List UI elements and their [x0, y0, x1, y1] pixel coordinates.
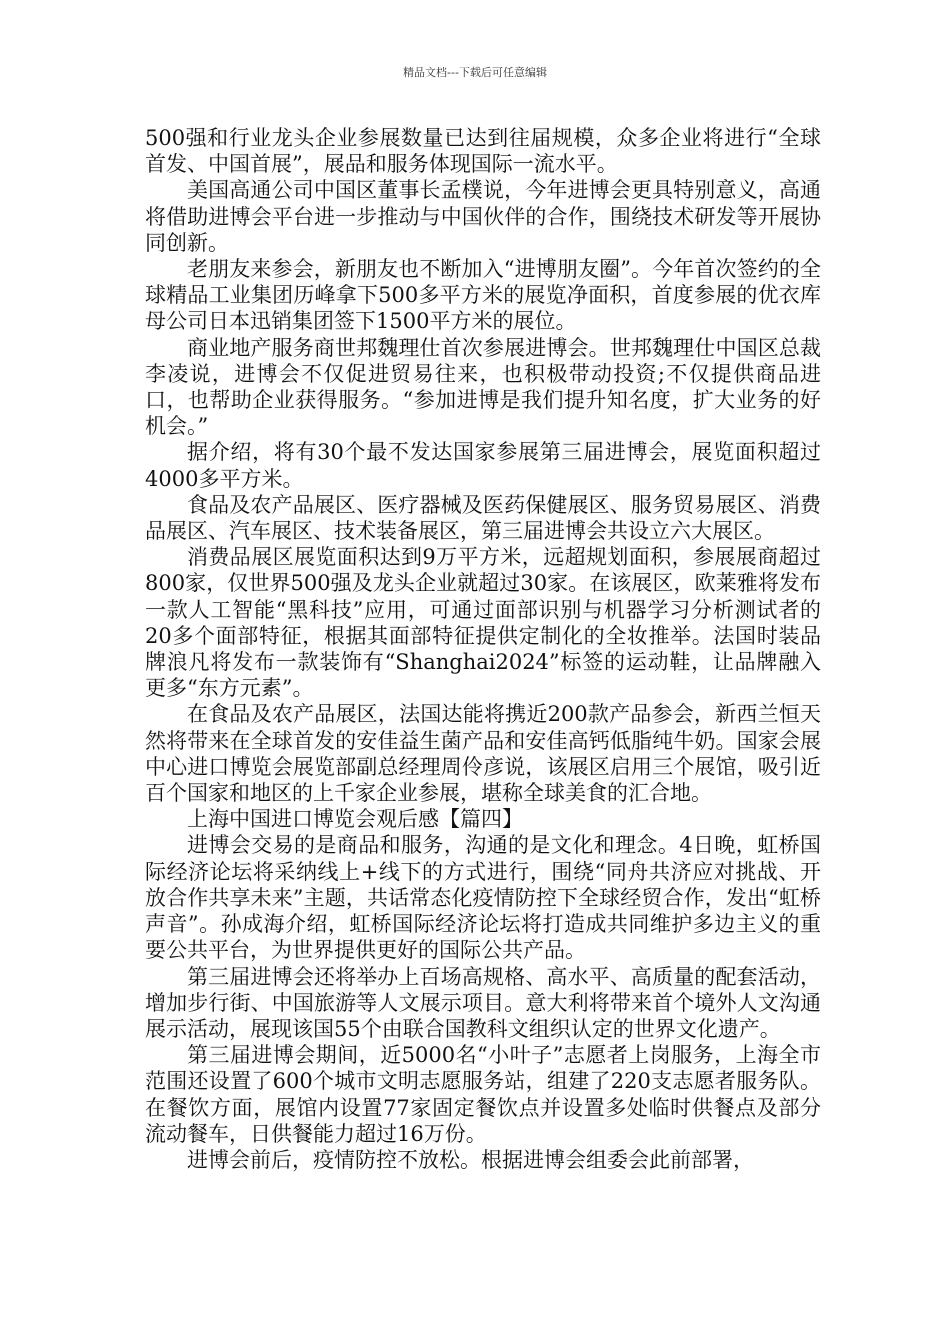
paragraph: 进博会前后，疫情防控不放松。根据进博会组委会此前部署，: [187, 1147, 754, 1172]
paragraph: 商业地产服务商世邦魏理仕首次参展进博会。世邦魏理仕中国区总裁李凌说，进博会不仅促进贸易往来，也积极带动投资;不仅提供商品进口，也帮助企业获得服务。“参加进博是我们提升知名度，扩大业务的好机会。”: [145, 335, 821, 439]
document-body: [145, 125, 821, 1173]
paragraph-continued: 500强和行业龙头企业参展数量已达到往届规模，众多企业将进行“全球首发、中国首展”，展品和服务体现国际一流水平。: [145, 126, 821, 177]
paragraph: 在食品及农产品展区，法国达能将携近200款产品参会，新西兰恒天然将带来在全球首发的安佳益生菌产品和安佳高钙低脂纯牛奶。国家会展中心进口博览会展览部副总经理周伶彦说，该展区启用三个展馆，吸引近百个国家和地区的上千家企业参展，堪称全球美食的汇合地。: [145, 702, 821, 806]
paragraph: 第三届进博会期间，近5000名“小叶子”志愿者上岗服务，上海全市范围还设置了600个城市文明志愿服务站，组建了220支志愿者服务队。在餐饮方面，展馆内设置77家固定餐饮点并设置多处临时供餐点及部分流动餐车，日供餐能力超过16万份。: [145, 1043, 821, 1146]
paragraph: 老朋友来参会，新朋友也不断加入“进博朋友圈”。今年首次签约的全球精品工业集团历峰拿下500多平方米的展览净面积，首度参展的优衣库母公司日本迅销集团签下1500平方米的展位。: [145, 257, 821, 334]
page-header: 精品文档---下载后可任意编辑: [403, 66, 547, 79]
paragraph: 消费品展区展览面积达到9万平方米，远超规划面积，参展展商超过800家，仅世界500强及龙头企业就超过30家。在该展区，欧莱雅将发布一款人工智能“黑科技”应用，可通过面部识别与机器学习分析测试者的20多个面部特征，根据其面部特征提供定制化的全妆推举。法国时装品牌浪凡将发布一款装饰有“Shanghai2024”标签的运动鞋，让品牌融入更多“东方元素”。: [145, 545, 821, 701]
paragraph: 第三届进博会还将举办上百场高规格、高水平、高质量的配套活动，增加步行街、中国旅游等人文展示项目。意大利将带来首个境外人文沟通展示活动，展现该国55个由联合国教科文组织认定的世界文化遗产。: [145, 964, 821, 1041]
paragraph: 食品及农产品展区、医疗器械及医药保健展区、服务贸易展区、消费品展区、汽车展区、技术装备展区，第三届进博会共设立六大展区。: [145, 492, 821, 544]
paragraph: 美国高通公司中国区董事长孟樸说，今年进博会更具特别意义，高通将借助进博会平台进一步推动与中国伙伴的合作，围绕技术研发等开展协同创新。: [145, 178, 821, 255]
paragraph: 进博会交易的是商品和服务，沟通的是文化和理念。4日晚，虹桥国际经济论坛将采纳线上+线下的方式进行，围绕“同舟共济应对挑战、开放合作共享未来”主题，共话常态化疫情防控下全球经贸合作，发出“虹桥声音”。孙成海介绍，虹桥国际经济论坛将打造成共同维护多边主义的重要公共平台，为世界提供更好的国际公共产品。: [145, 833, 821, 963]
paragraph: 据介绍，将有30个最不发达国家参展第三届进博会，展览面积超过4000多平方米。: [145, 440, 821, 491]
section-title: 上海中国进口博览会观后感【篇四】: [187, 807, 523, 832]
